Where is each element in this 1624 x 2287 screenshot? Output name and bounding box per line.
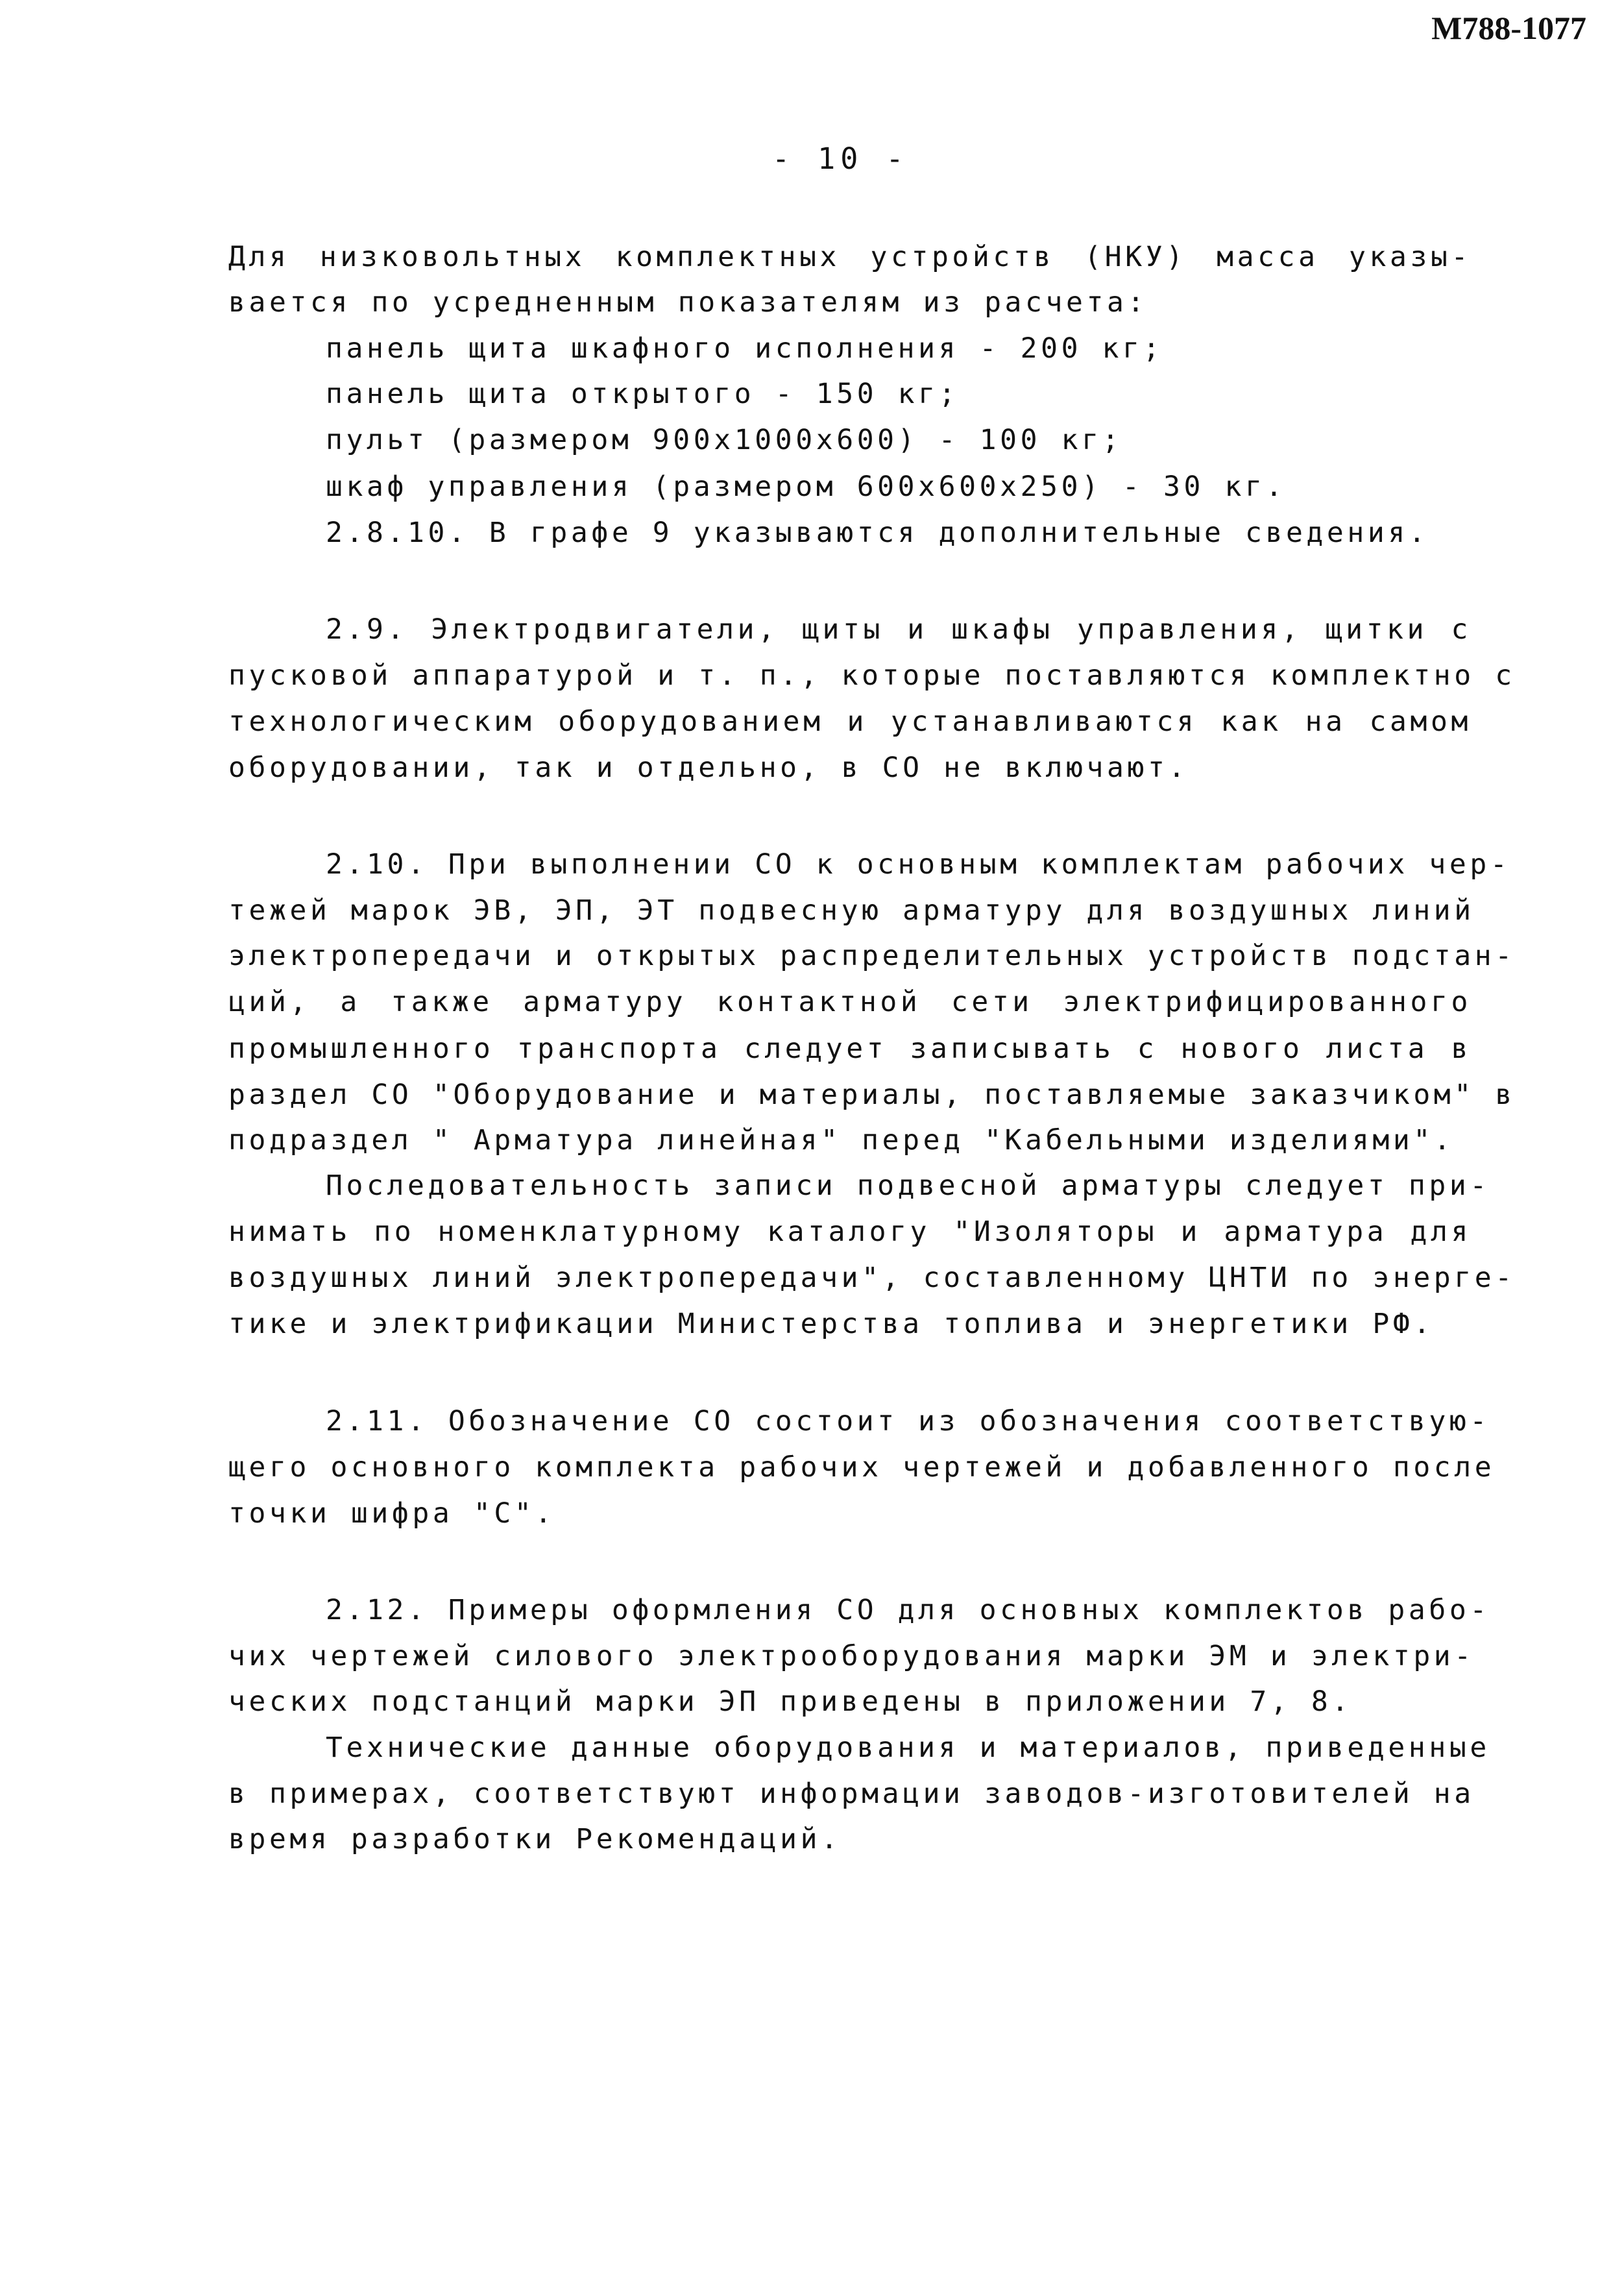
text-line: тежей марок ЭВ, ЭП, ЭТ подвесную арматуру для воздушных линий	[228, 894, 1475, 927]
text-line: Технические данные оборудования и материалов, приведенные	[326, 1731, 1490, 1764]
text-line: технологическим оборудованием и устанавливаются как на самом	[228, 705, 1472, 738]
text-line: шкаф управления (размером 600х600х250) - 30 кг.	[326, 471, 1286, 503]
text-line: панель щита шкафного исполнения - 200 кг;	[326, 332, 1164, 365]
text-line: 2.9. Электродвигатели, щиты и шкафы управления, щитки с	[326, 613, 1472, 646]
text-line: подраздел " Арматура линейная" перед "Кабельными изделиями".	[228, 1124, 1455, 1156]
page-number: - 10 -	[772, 141, 909, 176]
document-code: М788-1077	[1431, 10, 1586, 46]
text-line: промышленного транспорта следует записывать с нового листа в	[228, 1033, 1472, 1065]
text-line: 2.12. Примеры оформления СО для основных комплектов рабо-	[326, 1594, 1490, 1626]
text-line: время разработки Рекомендаций.	[228, 1823, 842, 1855]
text-line: оборудовании, так и отдельно, в СО не включают.	[228, 752, 1189, 784]
text-line: 2.8.10. В графе 9 указываются дополнительные сведения.	[326, 517, 1429, 549]
text-line: 2.10. При выполнении СО к основным комплектам рабочих чер-	[326, 848, 1511, 881]
text-line: Последовательность записи подвесной арматуры следует при-	[326, 1169, 1490, 1202]
text-line: ческих подстанций марки ЭП приведены в приложении 7, 8.	[228, 1685, 1352, 1718]
text-line: щего основного комплекта рабочих чертежей и добавленного после	[228, 1451, 1496, 1484]
text-line: панель щита открытого - 150 кг;	[326, 378, 960, 410]
text-line: ций, а также арматуру контактной сети электрифицированного	[228, 986, 1472, 1018]
text-line: в примерах, соответствуют информации заводов-изготовителей на	[228, 1778, 1475, 1810]
text-line: пусковой аппаратурой и т. п., которые поставляются комплектно с	[228, 659, 1516, 692]
text-line: нимать по номенклатурному каталогу "Изоляторы и арматура для	[228, 1216, 1472, 1248]
text-line: раздел СО "Оборудование и материалы, поставляемые заказчиком" в	[228, 1079, 1516, 1111]
text-line: воздушных линий электропередачи", составленному ЦНТИ по энерге-	[228, 1262, 1516, 1294]
text-line: пульт (размером 900х1000х600) - 100 кг;	[326, 424, 1123, 456]
text-line: тике и электрификации Министерства топлива и энергетики РФ.	[228, 1308, 1434, 1340]
text-line: точки шифра "С".	[228, 1497, 555, 1530]
text-line: вается по усредненным показателям из расчета:	[228, 286, 1148, 319]
text-line: чих чертежей силового электрооборудования марки ЭМ и электри-	[228, 1640, 1475, 1672]
text-line: 2.11. Обозначение СО состоит из обозначения соответствую-	[326, 1405, 1490, 1437]
text-line: электропередачи и открытых распределительных устройств подстан-	[228, 940, 1516, 972]
text-line: Для низковольтных комплектных устройств (НКУ) масса указы-	[228, 241, 1472, 273]
